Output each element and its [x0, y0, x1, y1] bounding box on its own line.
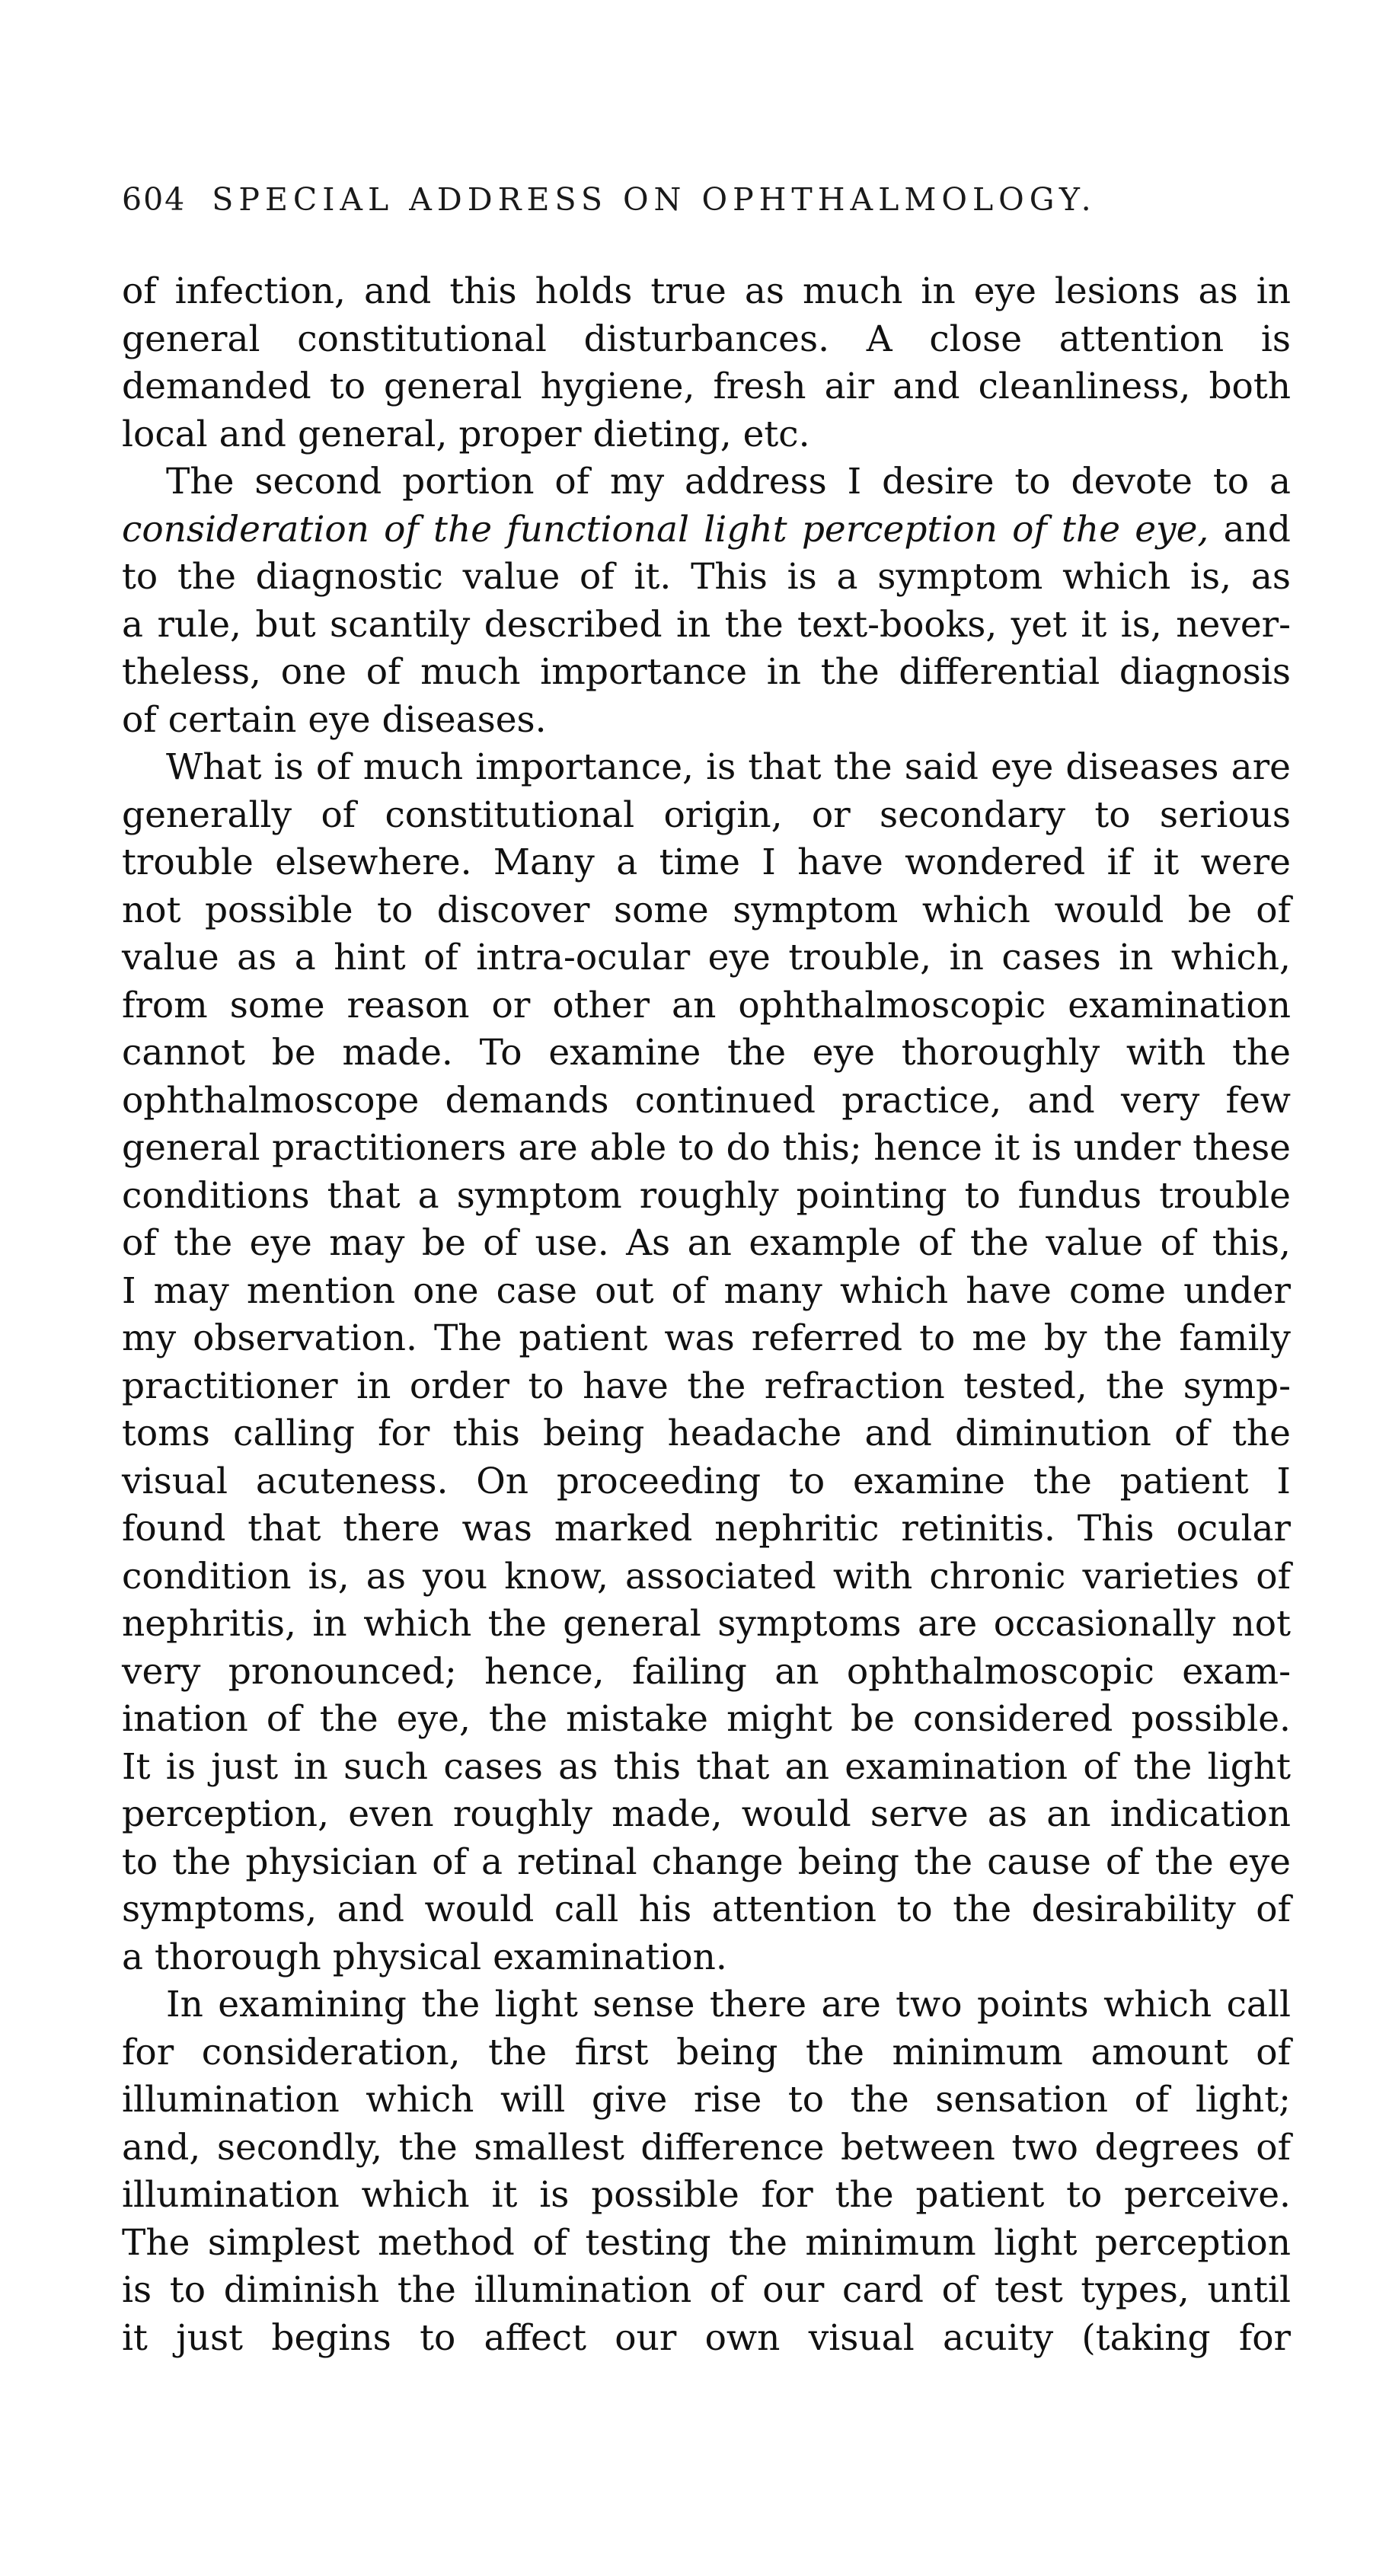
text-line: The simplest method of testing the minimum light perception	[122, 2221, 1291, 2264]
text-line: I may mention one case out of many which have come under	[122, 1269, 1291, 1312]
text-line: illumination which it is possible for the patient to perceive.	[122, 2174, 1291, 2216]
text-line: to the physician of a retinal change being the cause of the eye	[122, 1840, 1291, 1883]
text-line: of infection, and this holds true as much in eye lesions as in	[122, 270, 1291, 312]
page-number: 604	[122, 181, 187, 218]
text-line: not possible to discover some symptom which would be of	[122, 889, 1291, 931]
text-line: ination of the eye, the mistake might be considered possible.	[122, 1698, 1291, 1740]
text-line: symptoms, and would call his attention to the desirability of	[122, 1888, 1291, 1930]
text-line: nephritis, in which the general symptoms are occasionally not	[122, 1603, 1291, 1645]
text-line: It is just in such cases as this that an examination of the light	[122, 1745, 1291, 1788]
text-line: of the eye may be of use. As an example of the value of this,	[122, 1222, 1291, 1264]
text-line: a thorough physical examination.	[122, 1936, 727, 1978]
text-line: visual acuteness. On proceeding to examine the patient I	[122, 1460, 1291, 1502]
text-line: The second portion of my address I desire to devote to a	[166, 461, 1291, 503]
text-line: value as a hint of intra-ocular eye trouble, in cases in which,	[122, 937, 1291, 978]
text-line: In examining the light sense there are two points which call	[166, 1984, 1291, 2025]
running-title: SPECIAL ADDRESS ON OPHTHALMOLOGY.	[212, 181, 1097, 218]
text-line: perception, even roughly made, would serve as an indication	[122, 1793, 1291, 1835]
text-line: it just begins to affect our own visual acuity (taking for	[122, 2316, 1291, 2359]
italic-phrase: consideration of the functional light perception of the eye,	[122, 508, 1209, 551]
text-line-tail: and	[1223, 508, 1291, 551]
text-line: generally of constitutional origin, or secondary to serious	[122, 793, 1291, 836]
text-line: a rule, but scantily described in the text-books, yet it is, never-	[122, 603, 1291, 646]
text-line: ophthalmoscope demands continued practice, and very few	[122, 1079, 1291, 1122]
text-line: demanded to general hygiene, fresh air and cleanliness, both	[122, 365, 1291, 407]
text-line: very pronounced; hence, failing an ophthalmoscopic exam-	[122, 1650, 1291, 1693]
text-line: cannot be made. To examine the eye thoroughly with the	[122, 1032, 1291, 1074]
text-line: to the diagnostic value of it. This is a symptom which is, as	[122, 556, 1291, 598]
text-line: condition is, as you know, associated with chronic varieties of	[122, 1555, 1291, 1598]
text-line: for consideration, the first being the minimum amount of	[122, 2031, 1291, 2073]
text-line: of certain eye diseases.	[122, 698, 547, 741]
text-line: conditions that a symptom roughly pointing to fundus trouble	[122, 1174, 1291, 1217]
text-line: my observation. The patient was referred to me by the family	[122, 1317, 1291, 1359]
text-line: general practitioners are able to do this; hence it is under these	[122, 1127, 1291, 1169]
text-line: from some reason or other an ophthalmoscopic examination	[122, 984, 1291, 1026]
text-line: What is of much importance, is that the said eye diseases are	[166, 746, 1291, 788]
text-line: is to diminish the illumination of our card of test types, until	[122, 2269, 1291, 2311]
text-line: local and general, proper dieting, etc.	[122, 413, 810, 455]
text-line: found that there was marked nephritic retinitis. This ocular	[122, 1508, 1291, 1550]
text-line: toms calling for this being headache and diminution of the	[122, 1412, 1291, 1454]
running-head	[122, 181, 1158, 227]
text-line: practitioner in order to have the refraction tested, the symp-	[122, 1365, 1291, 1407]
text-line: trouble elsewhere. Many a time I have wondered if it were	[122, 841, 1291, 883]
text-line: theless, one of much importance in the differential diagnosis	[122, 651, 1291, 693]
body-text	[122, 268, 1291, 2362]
text-line: illumination which will give rise to the sensation of light;	[122, 2079, 1291, 2121]
text-line: general constitutional disturbances. A close attention is	[122, 318, 1291, 360]
text-line: and, secondly, the smallest difference between two degrees of	[122, 2126, 1291, 2169]
text-line-italic	[122, 506, 1291, 554]
